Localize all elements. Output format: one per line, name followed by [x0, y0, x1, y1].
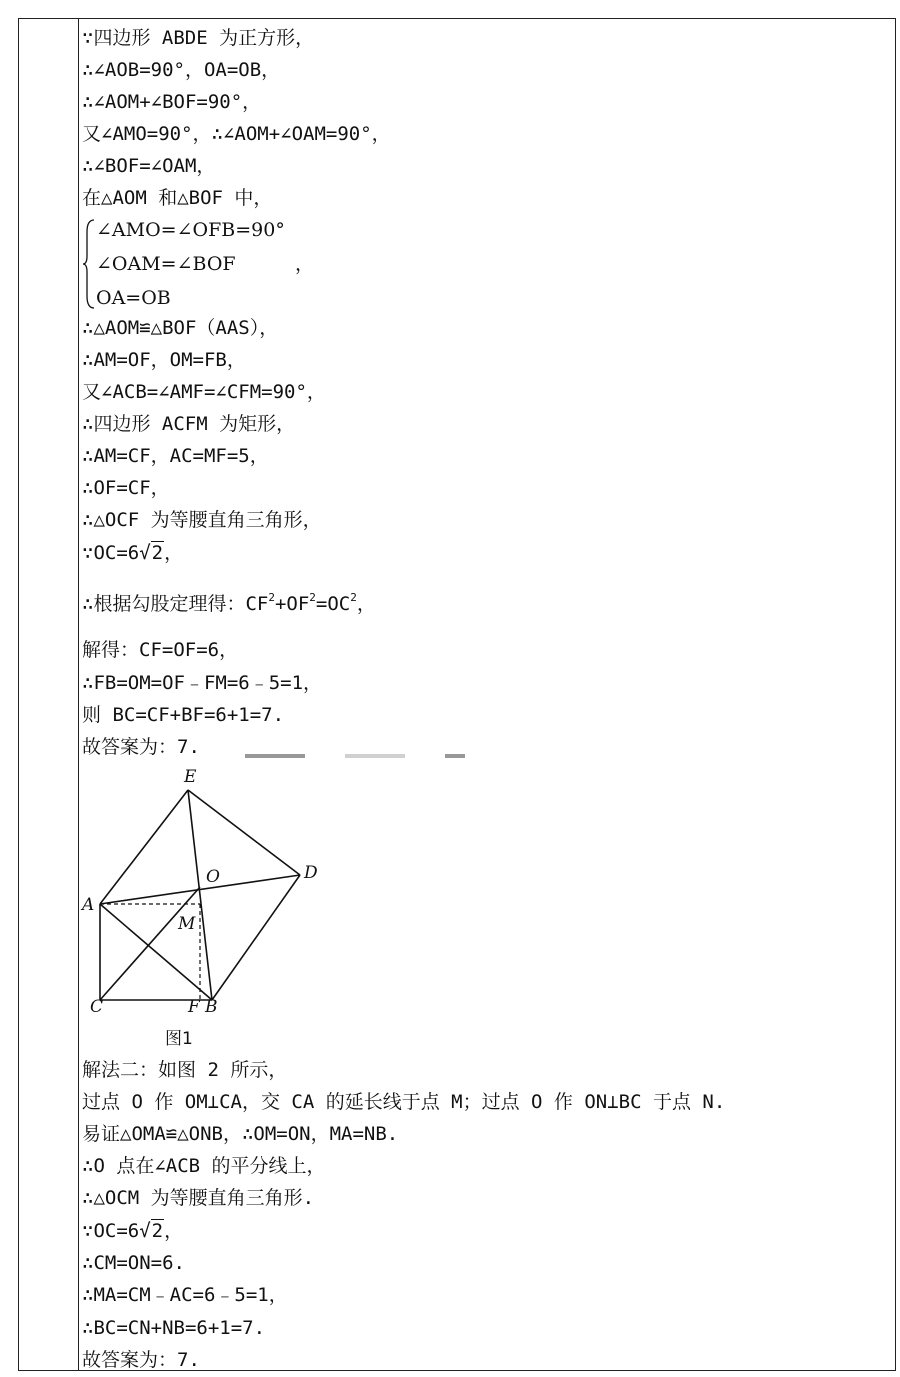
label-M: M — [178, 914, 196, 934]
text-line: ∴OF=CF， — [82, 477, 170, 499]
text-line-pythagoras: ∴根据勾股定理得：$CF^2+OF^2=OC^2$， — [82, 591, 376, 615]
text-line: 又∠AMO=90°，∴∠AOM+∠OAM=90°， — [82, 123, 391, 145]
label-B: B — [205, 997, 218, 1017]
text-line: ∴四边形 ACFM 为矩形， — [82, 413, 296, 435]
redaction-mark — [345, 754, 405, 758]
text-line: 易证△OMA≌△ONB，∴OM=ON，MA=NB. — [82, 1123, 399, 1145]
text-line: 又∠ACB=∠AMF=∠CFM=90°， — [82, 381, 326, 403]
brace-icon — [82, 218, 96, 310]
text-line: ∴△OCF 为等腰直角三角形， — [82, 509, 322, 531]
text-line-radical: ∵OC=6√2， — [82, 542, 184, 564]
text-line: ∴AM=CF，AC=MF=5， — [82, 445, 269, 467]
text-line: 在△AOM 和△BOF 中， — [82, 187, 273, 209]
text-line: 则 BC=CF+BF=6+1=7. — [82, 704, 285, 726]
system-comma: ， — [295, 253, 315, 275]
text-line: 故答案为：7. — [82, 1349, 200, 1371]
text-line: ∴△OCM 为等腰直角三角形. — [82, 1187, 315, 1209]
text-line: ∴AM=OF，OM=FB， — [82, 349, 246, 371]
label-F: F — [188, 997, 200, 1017]
text-line: ∴CM=ON=6. — [82, 1252, 185, 1274]
geometry-figure — [80, 762, 340, 1024]
text-line: ∴∠BOF=∠OAM， — [82, 155, 216, 177]
label-D: D — [304, 863, 318, 883]
text-line: ∴O 点在∠ACB 的平分线上， — [82, 1155, 326, 1177]
text-line: ∵四边形 ABDE 为正方形， — [82, 27, 315, 49]
text-line: 过点 O 作 OM⊥CA，交 CA 的延长线于点 M；过点 O 作 ON⊥BC 于点 N. — [82, 1091, 726, 1113]
label-O: O — [206, 867, 220, 887]
system-line-1: ∠AMO=∠OFB=90° — [96, 219, 285, 241]
label-E: E — [184, 767, 197, 787]
segment-ED — [188, 790, 300, 875]
text-line: 解得：CF=OF=6， — [82, 639, 239, 661]
label-C: C — [90, 997, 104, 1017]
system-line-3: OA=OB — [96, 287, 171, 309]
text-line: ∴∠AOB=90°，OA=OB， — [82, 59, 281, 81]
figure-caption: 图1 — [165, 1029, 193, 1049]
column-divider — [78, 18, 79, 1371]
label-A: A — [82, 895, 95, 915]
text-line: 解法二：如图 2 所示， — [82, 1059, 288, 1081]
text-line: ∴FB=OM=OF﹣FM=6﹣5=1， — [82, 672, 323, 694]
segment-AE — [100, 790, 188, 904]
text-line: ∴∠AOM+∠BOF=90°， — [82, 91, 262, 113]
text-line: ∴△AOM≌△BOF（AAS）， — [82, 317, 279, 339]
text-line: ∴BC=CN+NB=6+1=7. — [82, 1317, 266, 1339]
system-line-2: ∠OAM=∠BOF — [96, 253, 236, 275]
redaction-mark — [245, 754, 305, 758]
redaction-mark — [445, 754, 465, 758]
text-line: 故答案为：7. — [82, 736, 200, 758]
segment-DB — [212, 875, 300, 1000]
text-line: ∴MA=CM﹣AC=6﹣5=1， — [82, 1284, 288, 1306]
text-line-radical: ∵OC=6√2， — [82, 1220, 184, 1242]
